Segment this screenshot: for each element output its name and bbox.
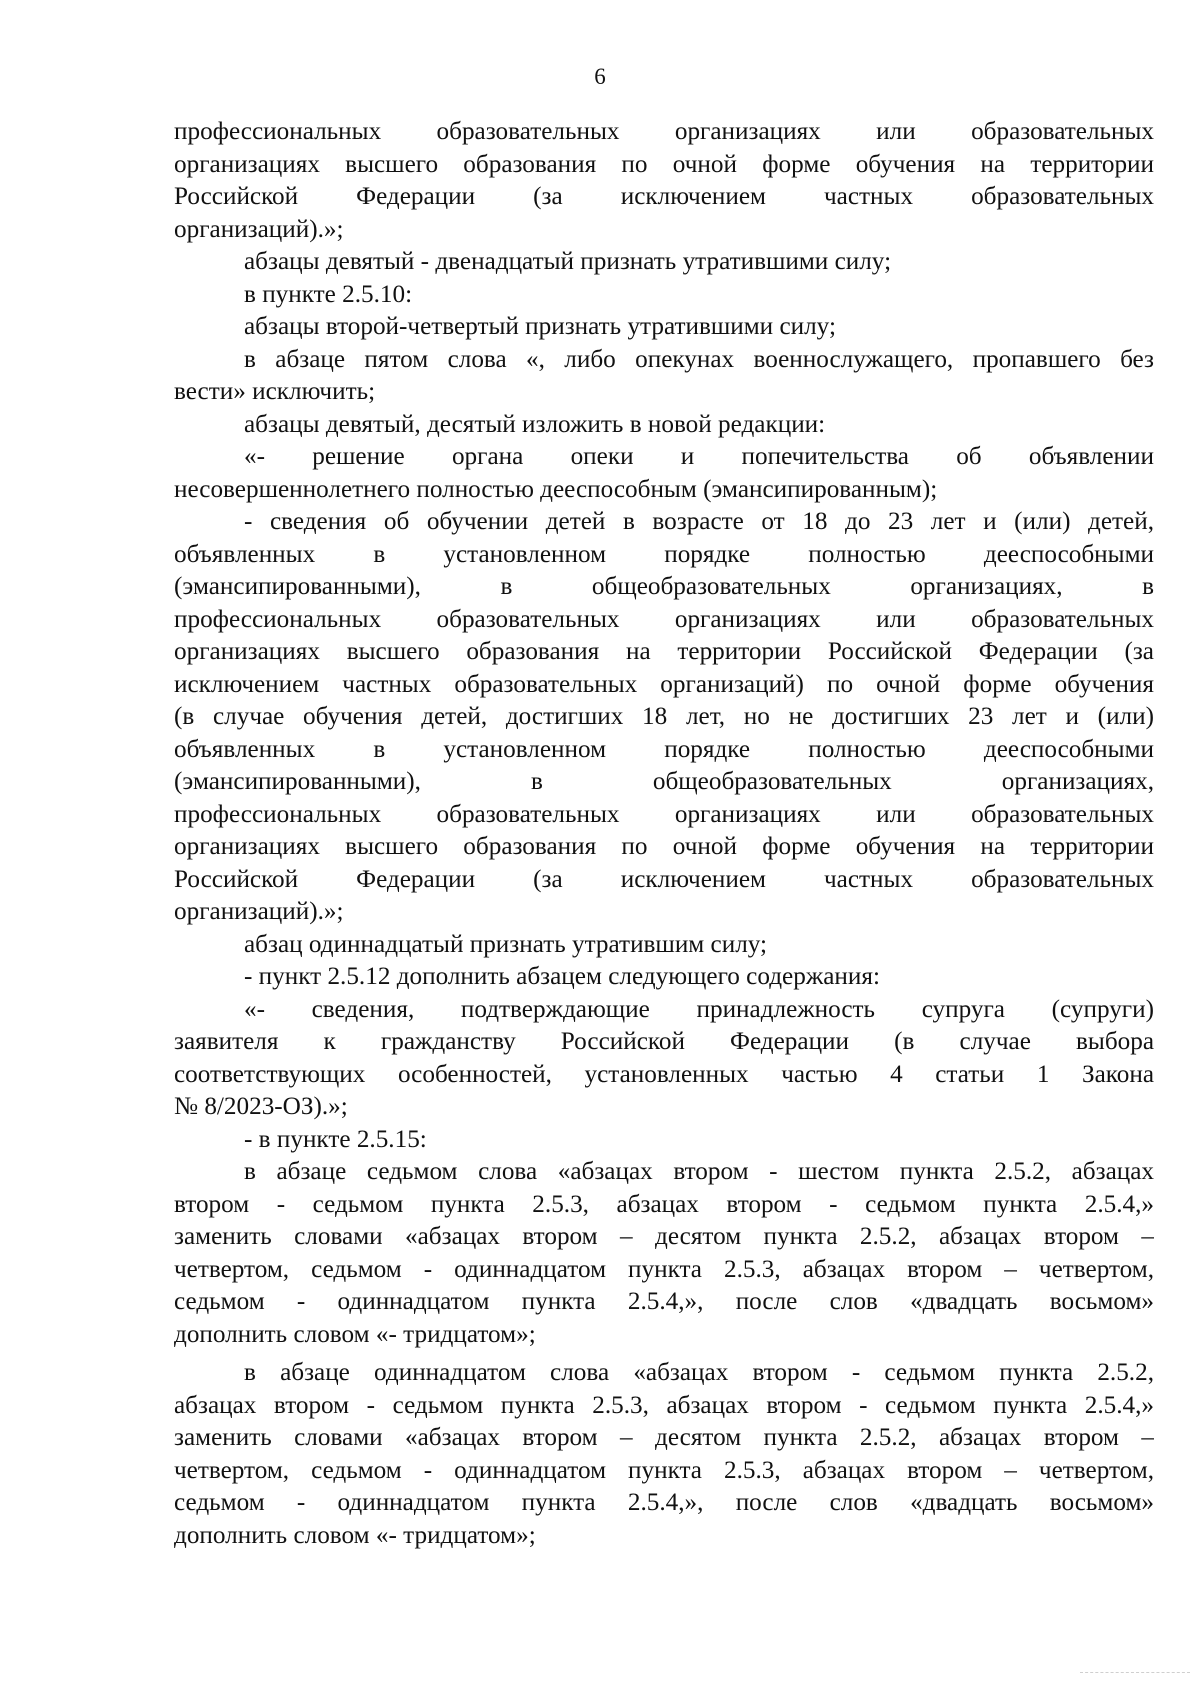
- text-line: организаций).»;: [174, 215, 344, 243]
- text-line: четвертом, седьмом - одиннадцатом пункта 2.5.3, абзацах втором – четвертом,: [174, 1456, 1154, 1484]
- scan-artifact-divider: [1080, 1672, 1190, 1673]
- text-line: соответствующих особенностей, установленных частью 4 статьи 1 Закона: [174, 1060, 1154, 1088]
- text-line: «- решение органа опеки и попечительства об объявлении: [244, 443, 1154, 470]
- text-line: абзацы девятый, десятый изложить в новой редакции:: [244, 410, 826, 438]
- text-line: втором - седьмом пункта 2.5.3, абзацах втором - седьмом пункта 2.5.4,»: [174, 1190, 1154, 1218]
- text-line: организациях высшего образования на территории Российской Федерации (за: [174, 638, 1154, 665]
- text-line: организациях высшего образования по очной форме обучения на территории: [174, 833, 1154, 860]
- text-line: Российской Федерации (за исключением частных образовательных: [174, 865, 1154, 893]
- text-line: в пункте 2.5.10:: [244, 280, 413, 308]
- text-line: объявленных в установленном порядке полностью дееспособными: [174, 735, 1154, 763]
- page-number: 6: [594, 64, 606, 89]
- text-line: организациях высшего образования по очной форме обучения на территории: [174, 150, 1154, 178]
- text-line: вести» исключить;: [174, 378, 376, 405]
- text-line: - пункт 2.5.12 дополнить абзацем следующего содержания:: [244, 963, 880, 990]
- text-line: абзацы девятый - двенадцатый признать утратившими силу;: [244, 248, 892, 275]
- text-line: дополнить словом «- тридцатом»;: [174, 1320, 536, 1348]
- text-line: профессиональных образовательных организациях или образовательных: [174, 800, 1154, 828]
- text-line: седьмом - одиннадцатом пункта 2.5.4,», после слов «двадцать восьмом»: [174, 1489, 1154, 1516]
- text-line: объявленных в установленном порядке полностью дееспособными: [174, 540, 1154, 568]
- text-line: дополнить словом «- тридцатом»;: [174, 1521, 536, 1549]
- text-line: - сведения об обучении детей в возрасте от 18 до 23 лет и (или) детей,: [244, 508, 1154, 535]
- text-line: - в пункте 2.5.15:: [244, 1125, 427, 1153]
- document-body: [174, 116, 1154, 1552]
- text-line: Российской Федерации (за исключением частных образовательных: [174, 183, 1154, 210]
- text-line: № 8/2023-ОЗ).»;: [174, 1093, 348, 1120]
- text-line: «- сведения, подтверждающие принадлежность супруга (супруги): [244, 995, 1154, 1023]
- text-line: (эмансипированными), в общеобразовательных организациях,: [174, 768, 1154, 795]
- text-line: заявителя к гражданству Российской Федерации (в случае выбора: [174, 1028, 1154, 1055]
- text-line: (в случае обучения детей, достигших 18 лет, но не достигших 23 лет и (или): [174, 703, 1154, 730]
- text-line: абзацы второй-четвертый признать утратившими силу;: [244, 313, 836, 340]
- text-line: профессиональных образовательных организациях или образовательных: [174, 118, 1154, 145]
- text-line: четвертом, седьмом - одиннадцатом пункта 2.5.3, абзацах втором – четвертом,: [174, 1255, 1154, 1283]
- text-line: в абзаце седьмом слова «абзацах втором - шестом пункта 2.5.2, абзацах: [244, 1158, 1154, 1185]
- text-line: организаций).»;: [174, 898, 344, 925]
- text-line: заменить словами «абзацах втором – десятом пункта 2.5.2, абзацах втором –: [174, 1424, 1154, 1451]
- text-line: (эмансипированными), в общеобразовательных организациях, в: [174, 573, 1154, 600]
- text-line: исключением частных образовательных организаций) по очной форме обучения: [174, 670, 1154, 698]
- text-line: несовершеннолетнего полностью дееспособным (эмансипированным);: [174, 475, 938, 503]
- text-line: абзацах втором - седьмом пункта 2.5.3, абзацах втором - седьмом пункта 2.5.4,»: [174, 1391, 1154, 1419]
- text-line: в абзаце одиннадцатом слова «абзацах втором - седьмом пункта 2.5.2,: [244, 1359, 1154, 1386]
- text-line: седьмом - одиннадцатом пункта 2.5.4,», после слов «двадцать восьмом»: [174, 1288, 1154, 1315]
- text-line: заменить словами «абзацах втором – десятом пункта 2.5.2, абзацах втором –: [174, 1223, 1154, 1250]
- text-line: абзац одиннадцатый признать утратившим силу;: [244, 930, 768, 958]
- text-line: в абзаце пятом слова «, либо опекунах военнослужащего, пропавшего без: [244, 345, 1154, 373]
- text-line: профессиональных образовательных организациях или образовательных: [174, 605, 1154, 633]
